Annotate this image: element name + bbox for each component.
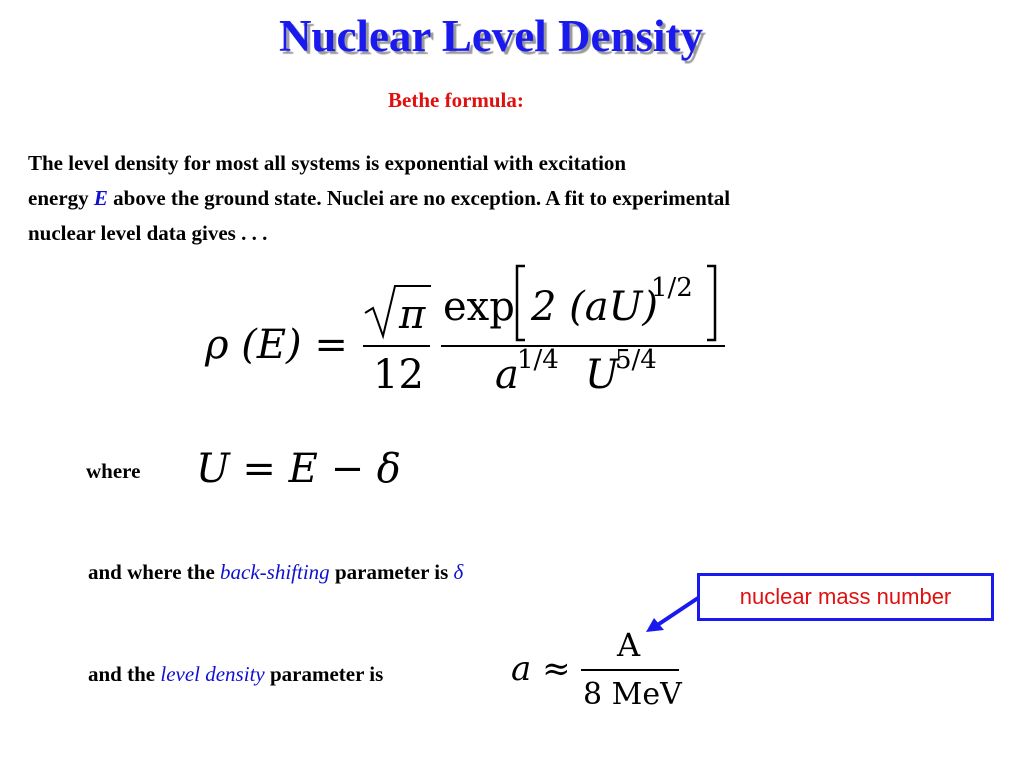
annotation-text: nuclear mass number [739,584,952,609]
exp-text: exp [443,284,515,330]
intro-line-2-post: above the ground state. Nuclei are no exception. A fit to experimental [107,186,731,210]
backshift-line [88,560,463,585]
slide-subtitle: Bethe formula: [388,88,524,112]
backshift-term: back-shifting [220,560,330,584]
backshift-post: parameter is [329,560,454,584]
delta-symbol: δ [453,560,464,584]
intro-paragraph [28,146,1003,251]
slide-title: Nuclear Level Density [278,11,704,61]
intro-line-3: nuclear level data gives . . . [28,221,268,245]
exp-power: 1/2 [651,273,693,303]
intro-line-1: The level density for most all systems is exponential with excitation [28,151,627,175]
denominator-a: a [495,352,519,398]
energy-variable: E [93,186,108,210]
denominator-u-power: 5/4 [615,345,657,375]
denominator-a-power: 1/4 [517,345,559,375]
intro-line-2-pre: energy [28,186,94,210]
formula-lhs: ρ (E) = [205,322,348,368]
right-bracket [707,266,715,340]
backshift-pre: and where the [88,560,221,584]
where-label: where [86,459,141,483]
denominator-u: U [585,352,619,398]
left-bracket [517,266,525,340]
u-formula: U = E − δ [196,446,401,492]
intro-line-2 [28,181,1003,216]
a-lhs: a ≈ [511,649,571,689]
bethe-formula [195,258,735,398]
level-density-post: parameter is [264,662,384,686]
level-density-line [88,662,383,687]
exp-inner: 2 (aU) [531,284,658,330]
level-density-pre: and the [88,662,161,686]
arrow-shaft [656,598,698,626]
sqrt-argument: π [399,292,426,338]
a-denominator: 8 MeV [583,677,682,712]
level-density-term: level density [160,662,265,686]
annotation-box [697,573,994,621]
denominator-left: 12 [373,352,424,398]
a-numerator: A [617,626,641,664]
